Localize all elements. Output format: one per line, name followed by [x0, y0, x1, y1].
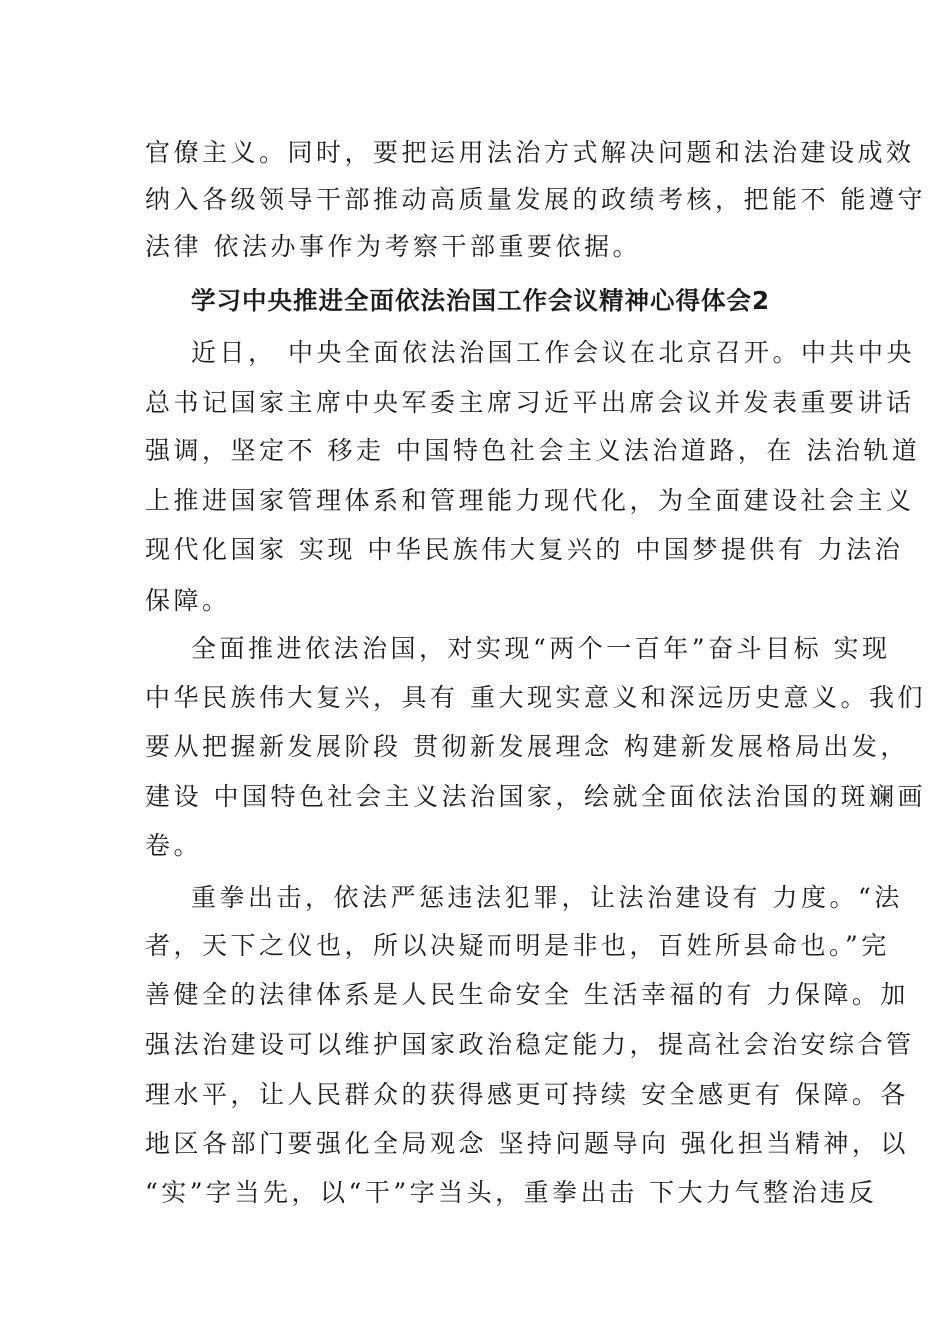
paragraph-line: 上推进国家管理体系和管理能力现代化，为全面建设社会主义: [145, 486, 915, 515]
paragraph-line: 纳入各级领导干部推动高质量发展的政绩考核，把能不 能遵守: [145, 185, 926, 214]
paragraph-line: 保障。: [145, 586, 231, 615]
paragraph-line: 中华民族伟大复兴，具有 重大现实意义和深远历史意义。我们: [145, 683, 926, 712]
paragraph-line: 近日， 中央全面依法治国工作会议在北京召开。中共中央: [191, 338, 915, 367]
paragraph-line: 现代化国家 实现 中华民族伟大复兴的 中国梦提供有 力法治: [145, 535, 904, 564]
paragraph-line: 强法治建设可以维护国家政治稳定能力，提高社会治安综合管: [145, 1030, 915, 1059]
paragraph-line: 建设 中国特色社会主义法治国家，绘就全面依法治国的斑斓画: [145, 782, 926, 811]
paragraph-line: 理水平，让人民群众的获得感更可持续 安全感更有 保障。各: [145, 1080, 909, 1109]
paragraph-line: 强调，坚定不 移走 中国特色社会主义法治道路，在 法治轨道: [145, 436, 921, 465]
paragraph-line: 全面推进依法治国，对实现“两个一百年”奋斗目标 实现: [191, 634, 891, 663]
paragraph-line: “实”字当先，以“干”字当头，重拳出击 下大力气整治违反: [145, 1178, 878, 1207]
paragraph-line: 官僚主义。同时，要把运用法治方式解决问题和法治建设成效: [145, 138, 915, 167]
paragraph-line: 法律 依法办事作为考察干部重要依据。: [145, 232, 641, 261]
paragraph-line: 要从把握新发展阶段 贯彻新发展理念 构建新发展格局出发，: [145, 732, 909, 761]
paragraph-line: 重拳出击，依法严惩违法犯罪，让法治建设有 力度。“法: [191, 883, 903, 912]
paragraph-line: 地区各部门要强化全局观念 坚持问题导向 强化担当精神，以: [145, 1129, 909, 1158]
paragraph-line: 总书记国家主席中央军委主席习近平出席会议并发表重要讲话: [145, 388, 915, 417]
paragraph-line: 卷。: [145, 831, 203, 860]
paragraph-line: 者，天下之仪也，所以决疑而明是非也，百姓所县命也。”完: [145, 931, 890, 960]
section-heading: 学习中央推进全面依法治国工作会议精神心得体会2: [191, 286, 771, 315]
paragraph-line: 善健全的法律体系是人民生命安全 生活幸福的有 力保障。加: [145, 980, 909, 1009]
